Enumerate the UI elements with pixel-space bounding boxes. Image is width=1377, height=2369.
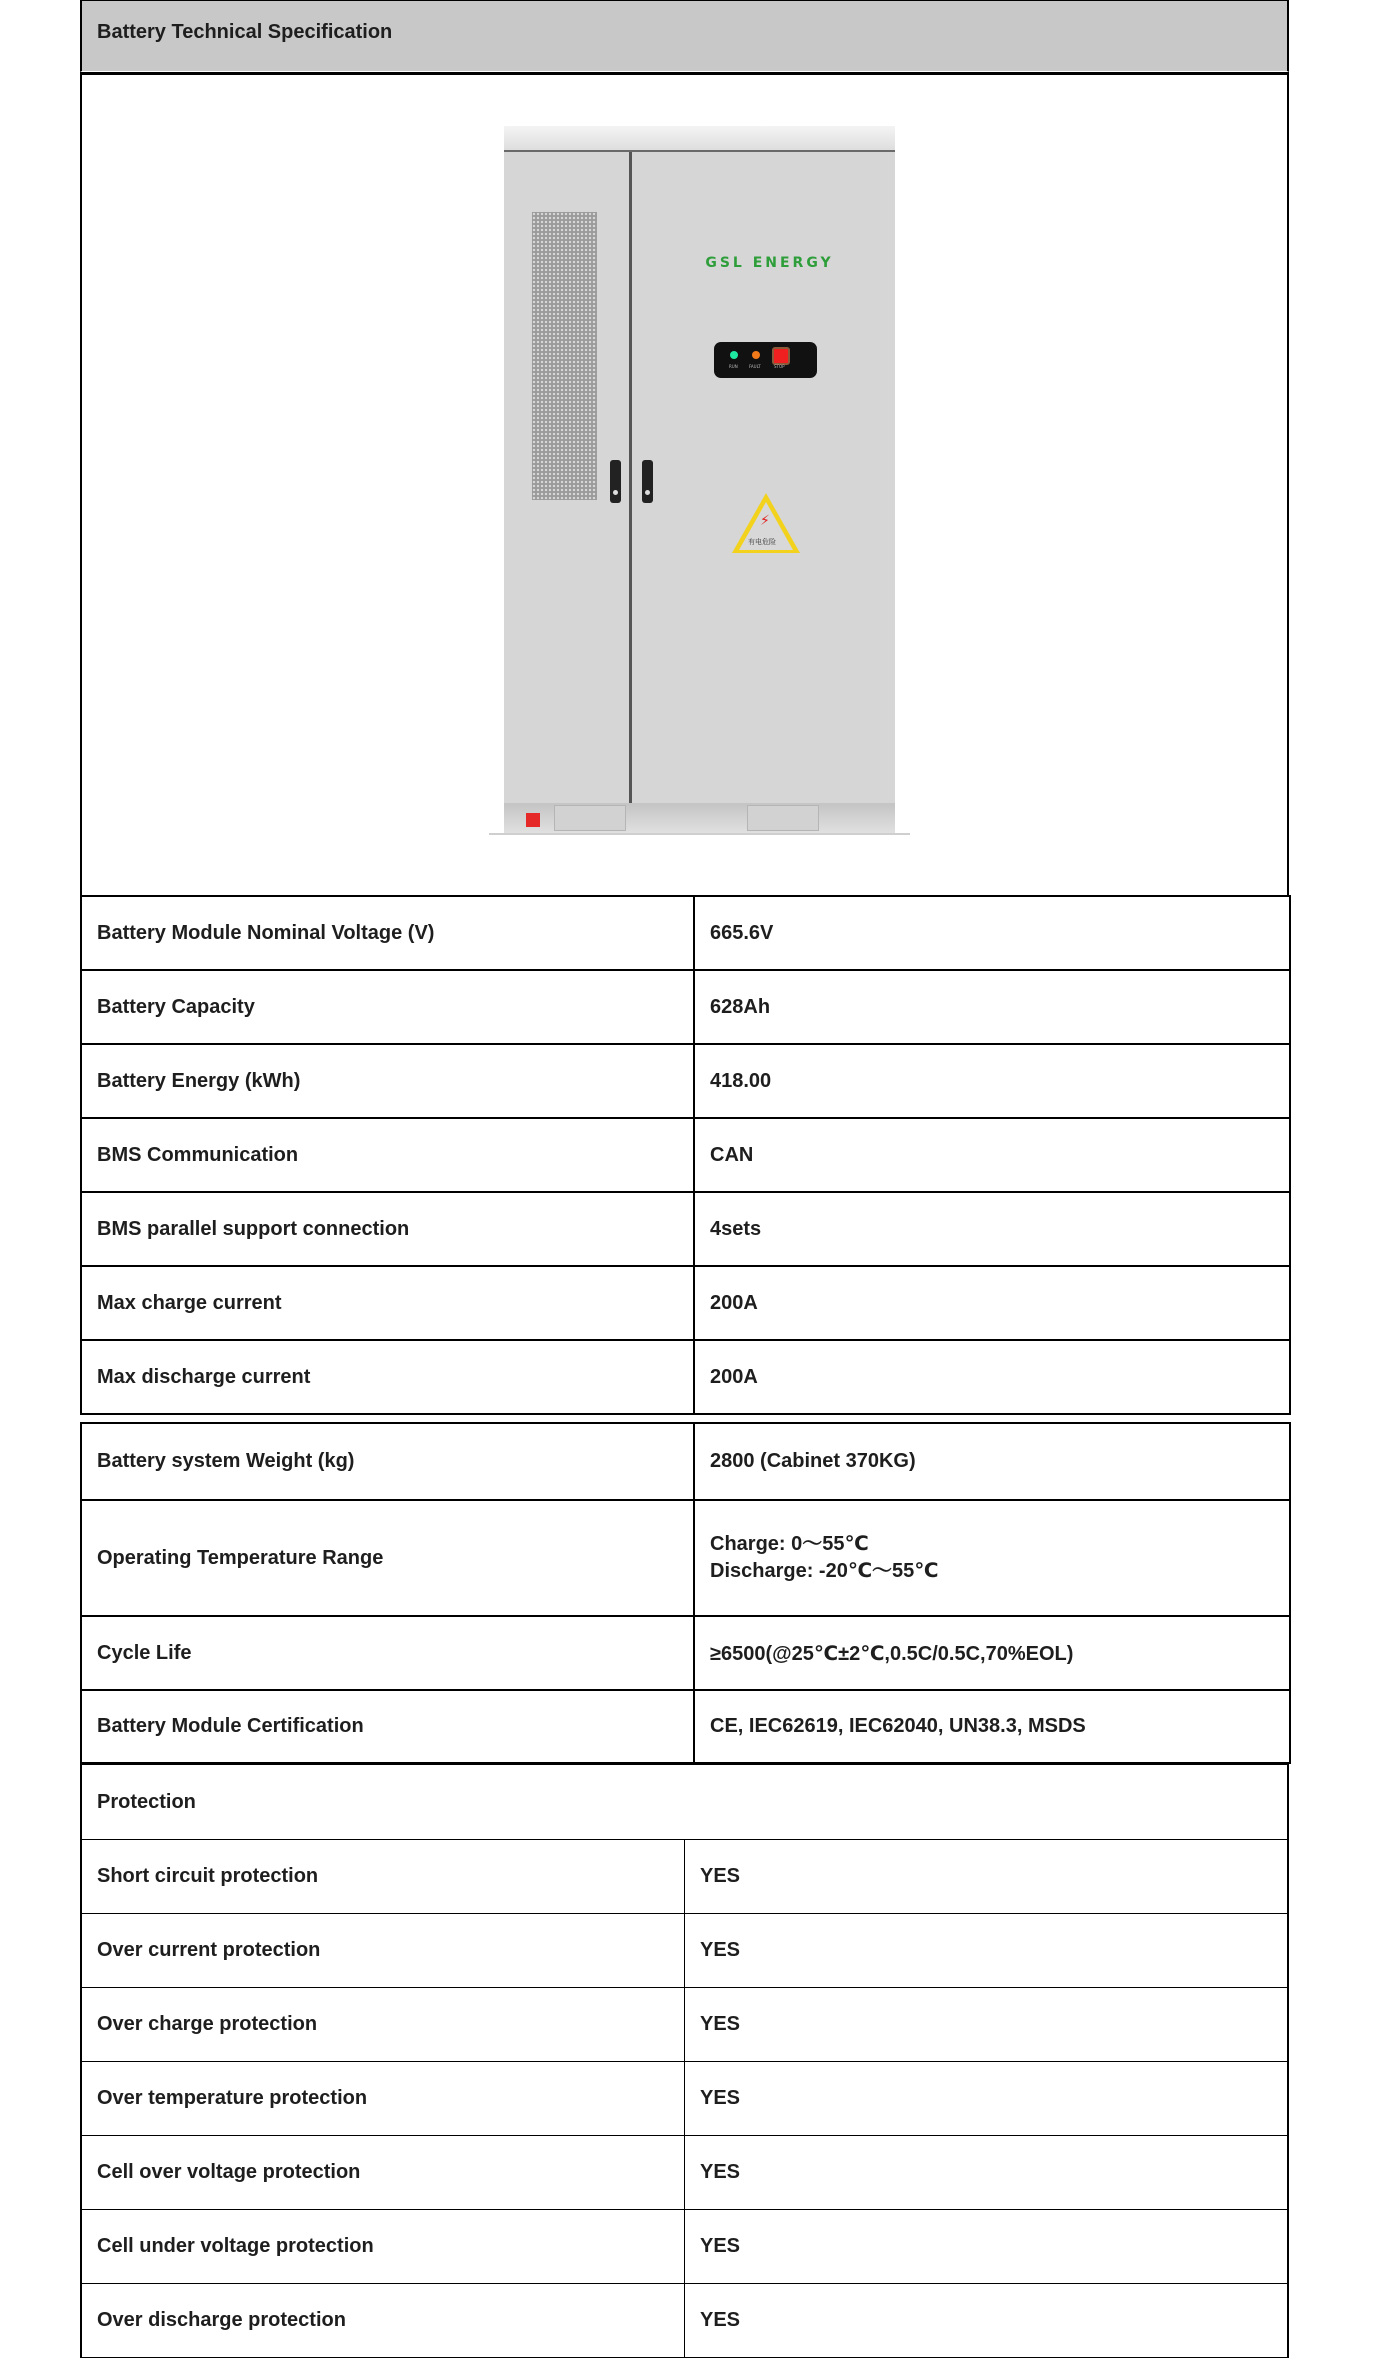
spec-label: Over discharge protection (81, 2284, 685, 2358)
spec-value: YES (685, 1840, 1289, 1914)
brand-logo: GSL ENERGY (705, 255, 834, 271)
table-row (81, 2210, 1288, 2284)
table-row (81, 1690, 1290, 1763)
spec-value: YES (685, 2284, 1289, 2358)
section-heading: Protection (81, 1765, 1288, 1840)
run-label: RUN (729, 364, 738, 369)
base-access-plate (747, 805, 819, 831)
spec-label: Short circuit protection (81, 1840, 685, 1914)
cabinet-door-split (629, 152, 632, 805)
spec-sheet-top (80, 0, 1289, 1415)
table-row (81, 1423, 1290, 1500)
spec-label: Over charge protection (81, 1988, 685, 2062)
spec-table-general (80, 1422, 1291, 1764)
table-row (81, 896, 1290, 970)
table-row (81, 1340, 1290, 1414)
spec-label: Battery Capacity (81, 970, 694, 1044)
spec-value: 2800 (Cabinet 370KG) (694, 1423, 1290, 1500)
table-row (81, 1914, 1288, 1988)
spec-value: 665.6V (694, 896, 1290, 970)
spec-label: Battery Module Nominal Voltage (V) (81, 896, 694, 970)
table-row (81, 1988, 1288, 2062)
table-row (81, 1192, 1290, 1266)
spec-value (694, 1500, 1290, 1616)
spec-label: Max discharge current (81, 1340, 694, 1414)
spec-value: YES (685, 2210, 1289, 2284)
warning-label: 有电危险 (748, 538, 776, 546)
fault-label: FAULT (749, 364, 761, 369)
spec-value: YES (685, 1914, 1289, 1988)
spec-value: ≥6500(@25℃±2℃,0.5C/0.5C,70%EOL) (694, 1616, 1290, 1690)
spec-label: BMS Communication (81, 1118, 694, 1192)
cabinet-top-cap (504, 126, 895, 152)
spec-value: YES (685, 2136, 1289, 2210)
spec-value: CE, IEC62619, IEC62040, UN38.3, MSDS (694, 1690, 1290, 1763)
spec-label: Over current protection (81, 1914, 685, 1988)
spec-label: Battery Energy (kWh) (81, 1044, 694, 1118)
table-row (81, 2136, 1288, 2210)
spec-label: Battery Module Certification (81, 1690, 694, 1763)
cabinet-floor-plate (489, 833, 910, 835)
protection-table (80, 1764, 1289, 2358)
table-row (81, 1840, 1288, 1914)
fault-led-icon (752, 351, 760, 359)
door-handle-icon (642, 460, 653, 503)
emergency-marker-icon (526, 813, 540, 827)
charge-temp-range: Charge: 0～55℃ (710, 1533, 869, 1555)
stop-button-icon (772, 347, 790, 365)
spec-label: Operating Temperature Range (81, 1500, 694, 1616)
page-title: Battery Technical Specification (97, 21, 393, 43)
spec-value: CAN (694, 1118, 1290, 1192)
table-row (81, 1266, 1290, 1340)
table-row (81, 1118, 1290, 1192)
spec-value: YES (685, 1988, 1289, 2062)
spec-value: 418.00 (694, 1044, 1290, 1118)
discharge-temp-range: Discharge: -20℃～55℃ (710, 1560, 939, 1582)
run-led-icon (730, 351, 738, 359)
spec-label: Cell under voltage protection (81, 2210, 685, 2284)
spec-label: Cycle Life (81, 1616, 694, 1690)
spec-label: Cell over voltage protection (81, 2136, 685, 2210)
protection-heading-row (81, 1765, 1288, 1840)
spec-label: Max charge current (81, 1266, 694, 1340)
spec-value: 628Ah (694, 970, 1290, 1044)
spec-value: 200A (694, 1266, 1290, 1340)
spec-sheet-bottom (80, 1422, 1289, 2358)
table-row (81, 2284, 1288, 2358)
base-access-plate (554, 805, 626, 831)
spec-table-electrical (80, 895, 1291, 1415)
table-row (81, 970, 1290, 1044)
stop-label: STOP (774, 364, 785, 369)
indicator-panel (714, 342, 817, 378)
spec-label: Battery system Weight (kg) (81, 1423, 694, 1500)
spec-header (80, 0, 1289, 72)
product-image-cell (80, 72, 1289, 895)
door-handle-icon (610, 460, 621, 503)
table-row (81, 1044, 1290, 1118)
spec-label: BMS parallel support connection (81, 1192, 694, 1266)
spec-value: 200A (694, 1340, 1290, 1414)
spec-value: YES (685, 2062, 1289, 2136)
table-row (81, 2062, 1288, 2136)
spec-label: Over temperature protection (81, 2062, 685, 2136)
table-row (81, 1616, 1290, 1690)
spec-value: 4sets (694, 1192, 1290, 1266)
lightning-bolt-icon: ⚡ (760, 512, 770, 528)
table-row (81, 1500, 1290, 1616)
vent-grille-icon (532, 212, 597, 500)
